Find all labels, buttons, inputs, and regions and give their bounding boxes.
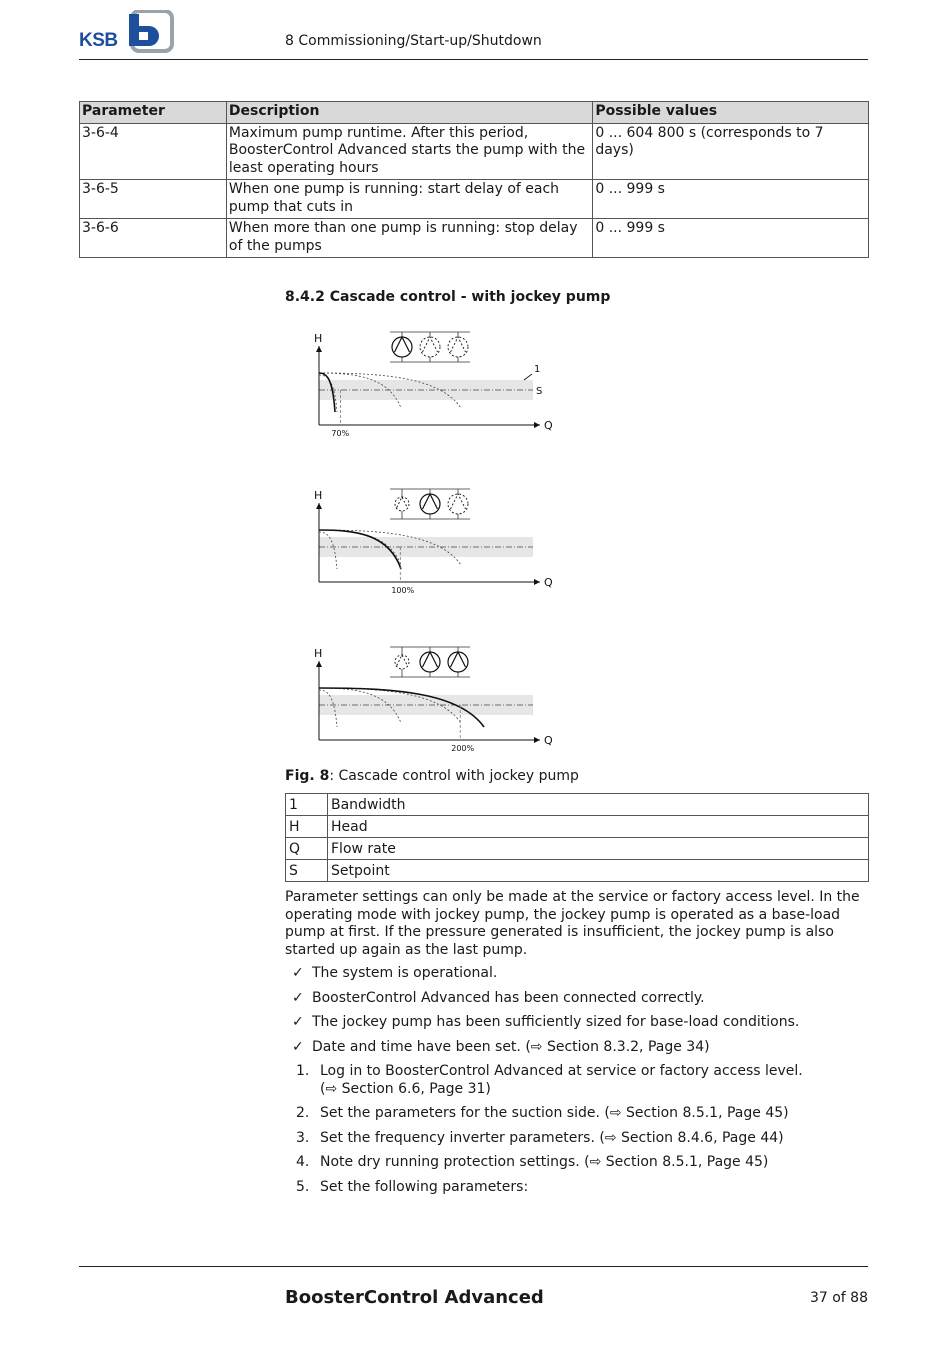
prerequisite-list <box>292 965 799 1063</box>
legend-table <box>285 793 869 882</box>
prerequisite-text: Date and time have been set. (⇨ Section 8.3.2, Page 34) <box>312 1038 710 1055</box>
legend-value: Flow rate <box>328 838 869 860</box>
cell-values: 0 ... 999 s <box>593 180 869 219</box>
ksb-logo <box>79 10 175 54</box>
axis-label-h: H <box>314 489 323 502</box>
step-item <box>296 1105 840 1123</box>
page-number: 37 of 88 <box>809 1290 868 1306</box>
cell-values: 0 ... 604 800 s (corresponds to 7 days) <box>593 123 869 180</box>
figure-caption-text: : Cascade control with jockey pump <box>329 768 579 784</box>
step-text: Set the frequency inverter parameters. (⇨ Section 8.4.6, Page 44) <box>320 1129 784 1146</box>
legend-row <box>286 838 869 860</box>
step-number: 3. <box>296 1129 310 1146</box>
check-icon: ✓ <box>292 989 304 1006</box>
pump-icon <box>395 497 409 511</box>
cell-description: Maximum pump runtime. After this period, BoosterControl Advanced starts the pump with the least operating hours <box>226 123 592 180</box>
bandwidth-pointer <box>524 374 532 380</box>
legend-key: Q <box>286 838 328 860</box>
step-number: 1. <box>296 1063 310 1079</box>
axis-label-q: Q <box>544 734 553 747</box>
prerequisite-item <box>292 965 799 990</box>
step-text: Log in to BoosterControl Advanced at service or factory access level. <box>320 1063 803 1079</box>
col-header-parameter: Parameter <box>80 102 227 124</box>
pump-icon <box>392 337 412 357</box>
cell-parameter: 3-6-5 <box>80 180 227 219</box>
legend-key: H <box>286 816 328 838</box>
check-icon: ✓ <box>292 1038 304 1055</box>
header-divider <box>79 59 868 60</box>
prerequisite-text: BoosterControl Advanced has been connected correctly. <box>312 989 705 1006</box>
step-text: Set the parameters for the suction side. (⇨ Section 8.5.1, Page 45) <box>320 1105 789 1121</box>
pump-icon <box>420 494 440 514</box>
step-text: Set the following parameters: <box>320 1178 529 1195</box>
step-number: 5. <box>296 1178 310 1195</box>
pump-icon <box>448 494 468 514</box>
footer-product-title: BoosterControl Advanced <box>285 1287 544 1308</box>
prerequisite-text: The system is operational. <box>312 965 498 981</box>
step-text: Note dry running protection settings. (⇨ Section 8.5.1, Page 45) <box>320 1154 769 1170</box>
prerequisite-text: The jockey pump has been sufficiently sized for base-load conditions. <box>312 1014 800 1031</box>
cell-description: When more than one pump is running: stop delay of the pumps <box>226 219 592 258</box>
table-header-row <box>80 102 869 124</box>
step-list <box>296 1063 840 1203</box>
pump-icon <box>448 337 468 357</box>
figure-caption <box>285 768 579 784</box>
parameter-table <box>79 101 869 258</box>
step-item <box>296 1130 840 1148</box>
flow-percent-label: 70% <box>331 429 350 438</box>
label-bandwidth: 1 <box>534 364 541 375</box>
cell-values: 0 ... 999 s <box>593 219 869 258</box>
col-header-values: Possible values <box>593 102 869 124</box>
header-section-title: 8 Commissioning/Start-up/Shutdown <box>285 33 542 49</box>
step-item <box>296 1179 840 1197</box>
step-item <box>296 1063 840 1098</box>
legend-row <box>286 816 869 838</box>
axis-label-h: H <box>314 647 323 660</box>
prerequisite-item <box>292 1039 799 1064</box>
footer-divider <box>79 1266 868 1267</box>
legend-row <box>286 794 869 816</box>
table-row <box>80 123 869 180</box>
table-row <box>80 180 869 219</box>
legend-row <box>286 860 869 882</box>
pump-icon <box>420 337 440 357</box>
pump-icon <box>448 652 468 672</box>
check-icon: ✓ <box>292 965 304 981</box>
cell-description: When one pump is running: start delay of each pump that cuts in <box>226 180 592 219</box>
figure-label: Fig. 8 <box>285 768 330 784</box>
prerequisite-item <box>292 1014 799 1039</box>
flow-percent-label: 100% <box>391 586 415 595</box>
pump-icon <box>420 652 440 672</box>
label-setpoint: S <box>536 386 543 397</box>
cell-parameter: 3-6-6 <box>80 219 227 258</box>
col-header-description: Description <box>226 102 592 124</box>
logo-text: KSB <box>79 30 118 51</box>
legend-key: S <box>286 860 328 882</box>
step-number: 2. <box>296 1105 310 1121</box>
section-heading: 8.4.2 Cascade control - with jockey pump <box>285 289 611 305</box>
axis-label-q: Q <box>544 576 553 589</box>
step-item <box>296 1154 840 1172</box>
step-number: 4. <box>296 1154 310 1170</box>
cell-parameter: 3-6-4 <box>80 123 227 180</box>
axis-label-q: Q <box>544 419 553 432</box>
legend-value: Bandwidth <box>328 794 869 816</box>
cascade-control-figure <box>280 320 570 760</box>
pump-icon <box>395 655 409 669</box>
table-row <box>80 219 869 258</box>
flow-percent-label: 200% <box>451 744 475 753</box>
legend-value: Setpoint <box>328 860 869 882</box>
ksb-b-icon <box>127 10 175 54</box>
legend-value: Head <box>328 816 869 838</box>
prerequisite-item <box>292 990 799 1015</box>
axis-label-h: H <box>314 332 323 345</box>
intro-paragraph: Parameter settings can only be made at the service or factory access level. In the operating mode with jockey pump, the jockey pump is operated as a base-load pump at first. If the pressure generated is insufficient, the jockey pump is also started up again as the last pump. <box>285 889 860 958</box>
legend-key: 1 <box>286 794 328 816</box>
check-icon: ✓ <box>292 1014 304 1031</box>
step-reference: (⇨ Section 6.6, Page 31) <box>320 1080 491 1097</box>
